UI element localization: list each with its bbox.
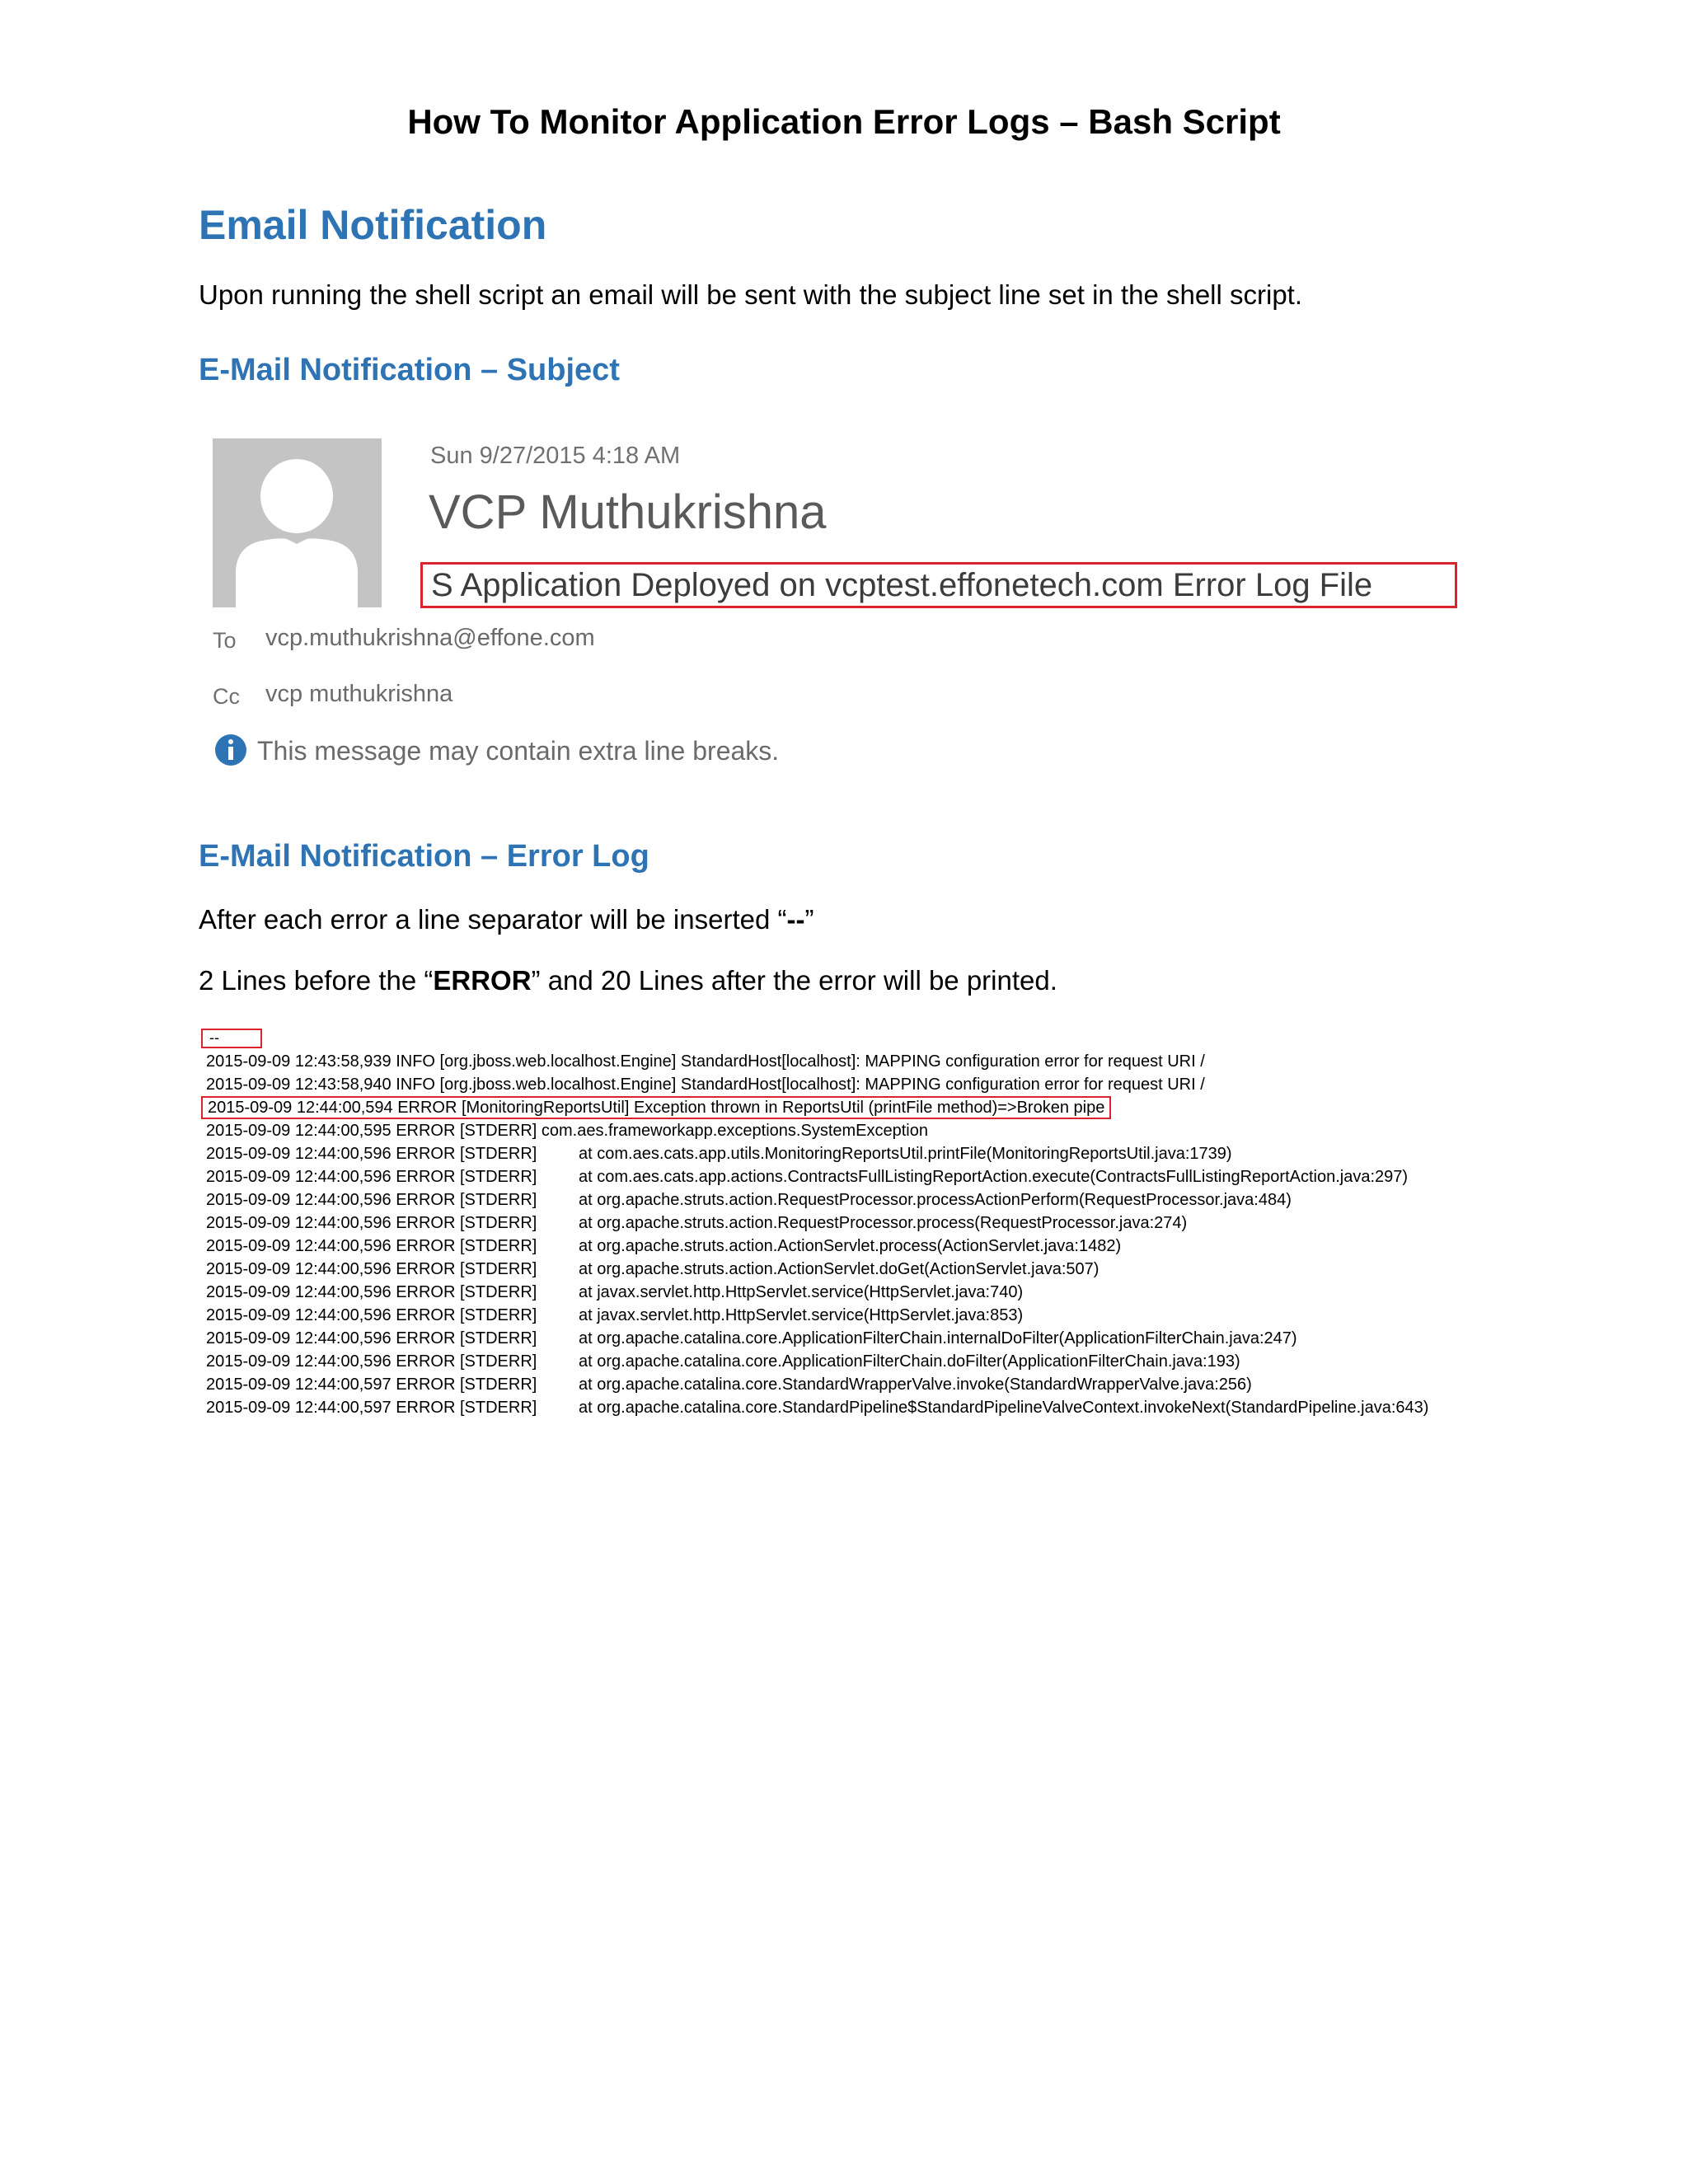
log-line (206, 1119, 928, 1142)
page-title: How To Monitor Application Error Logs – Bash Script (407, 102, 1281, 141)
to-label: To (213, 628, 237, 653)
log-line-message: com.aes.frameworkapp.exceptions.SystemException (537, 1122, 928, 1140)
log-line-prefix: 2015-09-09 12:44:00,596 ERROR [STDERR] (206, 1214, 537, 1232)
log-line (206, 1188, 1292, 1212)
lines-paragraph (199, 963, 1057, 999)
log-line (206, 1212, 1187, 1235)
email-sender: VCP Muthukrishna (429, 485, 827, 539)
log-line (206, 1327, 1297, 1350)
separator-paragraph-bold: -- (786, 904, 805, 935)
log-line-prefix: 2015-09-09 12:44:00,597 ERROR [STDERR] (206, 1376, 537, 1394)
log-line (206, 1165, 1408, 1188)
log-line-message: at org.apache.struts.action.ActionServlet.doGet(ActionServlet.java:507) (579, 1260, 1100, 1278)
log-line (206, 1281, 1023, 1304)
log-line-prefix: 2015-09-09 12:43:58,939 INFO [org.jboss.web.localhost.Engine] (206, 1052, 677, 1071)
log-line-prefix: 2015-09-09 12:44:00,596 ERROR [STDERR] (206, 1260, 537, 1278)
log-separator: -- (201, 1029, 262, 1048)
cc-label: Cc (213, 684, 240, 709)
person-silhouette-icon (213, 438, 382, 607)
log-line-message: at org.apache.catalina.core.ApplicationFilterChain.doFilter(ApplicationFilterChain.java:193) (579, 1352, 1240, 1371)
cc-value: vcp muthukrishna (265, 681, 453, 707)
log-line-prefix: 2015-09-09 12:43:58,940 INFO [org.jboss.web.localhost.Engine] (206, 1076, 677, 1094)
email-date: Sun 9/27/2015 4:18 AM (430, 443, 681, 469)
log-line-highlighted-error (201, 1096, 1111, 1119)
log-line-prefix: 2015-09-09 12:44:00,596 ERROR [STDERR] (206, 1191, 537, 1209)
separator-paragraph (199, 902, 814, 938)
log-line-message: at com.aes.cats.app.utils.MonitoringReportsUtil.printFile(MonitoringReportsUtil.java:1739) (579, 1145, 1232, 1163)
intro-paragraph: Upon running the shell script an email will be sent with the subject line set in the shell script. (199, 279, 1303, 310)
heading-email-error-log: E-Mail Notification – Error Log (199, 839, 649, 874)
log-line (206, 1073, 1205, 1096)
lines-paragraph-bold: ERROR (433, 965, 532, 996)
log-line-message: at javax.servlet.http.HttpServlet.service(HttpServlet.java:740) (579, 1283, 1024, 1301)
log-line-message: at org.apache.struts.action.ActionServlet.process(ActionServlet.java:1482) (579, 1237, 1122, 1255)
log-line-message: at org.apache.catalina.core.ApplicationFilterChain.internalDoFilter(ApplicationFilterChain.java:247) (579, 1329, 1297, 1347)
email-subject: S Application Deployed on vcptest.effonetech.com Error Log File (420, 562, 1457, 608)
log-line-message: Exception thrown in ReportsUtil (printFile method)=>Broken pipe (629, 1099, 1105, 1117)
log-line-prefix: 2015-09-09 12:44:00,596 ERROR [STDERR] (206, 1145, 537, 1163)
lines-paragraph-suffix: ” and 20 Lines after the error will be printed. (531, 965, 1057, 996)
log-line-message: StandardHost[localhost]: MAPPING configuration error for request URI / (676, 1076, 1205, 1094)
log-line (206, 1142, 1232, 1165)
to-value: vcp.muthukrishna@effone.com (265, 625, 595, 651)
heading-email-subject: E-Mail Notification – Subject (199, 353, 620, 387)
log-line-message: at org.apache.catalina.core.StandardPipeline$StandardPipelineValveContext.invokeNext(StandardPipeline.java:643) (579, 1399, 1429, 1417)
info-icon (214, 733, 247, 766)
log-line-prefix: 2015-09-09 12:44:00,596 ERROR [STDERR] (206, 1329, 537, 1347)
lines-paragraph-prefix: 2 Lines before the “ (199, 965, 434, 996)
info-message: This message may contain extra line breaks. (257, 736, 780, 766)
log-line-message: StandardHost[localhost]: MAPPING configuration error for request URI / (676, 1052, 1205, 1071)
separator-paragraph-prefix: After each error a line separator will be inserted “ (199, 904, 787, 935)
log-line-prefix: 2015-09-09 12:44:00,596 ERROR [STDERR] (206, 1237, 537, 1255)
log-line (206, 1396, 1428, 1419)
log-line (206, 1258, 1099, 1281)
log-line-prefix: 2015-09-09 12:44:00,595 ERROR [STDERR] (206, 1122, 537, 1140)
log-line (206, 1304, 1023, 1327)
log-line-prefix: 2015-09-09 12:44:00,596 ERROR [STDERR] (206, 1283, 537, 1301)
separator-paragraph-suffix: ” (804, 904, 814, 935)
log-line-message: at com.aes.cats.app.actions.ContractsFullListingReportAction.execute(ContractsFullListingReportAction.java:297) (579, 1168, 1409, 1186)
log-line-prefix: 2015-09-09 12:44:00,596 ERROR [STDERR] (206, 1352, 537, 1371)
log-line-message: at org.apache.catalina.core.StandardWrapperValve.invoke(StandardWrapperValve.java:256) (579, 1376, 1252, 1394)
heading-email-notification: Email Notification (199, 202, 547, 248)
log-line-message: at javax.servlet.http.HttpServlet.service(HttpServlet.java:853) (579, 1306, 1024, 1324)
log-line (206, 1235, 1121, 1258)
log-line (206, 1350, 1240, 1373)
log-line-prefix: 2015-09-09 12:44:00,597 ERROR [STDERR] (206, 1399, 537, 1417)
log-line-message: at org.apache.struts.action.RequestProcessor.process(RequestProcessor.java:274) (579, 1214, 1188, 1232)
log-line (206, 1050, 1205, 1073)
log-line-prefix: 2015-09-09 12:44:00,596 ERROR [STDERR] (206, 1168, 537, 1186)
log-line-message: at org.apache.struts.action.RequestProcessor.processActionPerform(RequestProcessor.java:484) (579, 1191, 1292, 1209)
log-line-prefix: 2015-09-09 12:44:00,596 ERROR [STDERR] (206, 1306, 537, 1324)
log-line (206, 1373, 1252, 1396)
email-screenshot (206, 429, 1475, 791)
log-line-prefix: 2015-09-09 12:44:00,594 ERROR [MonitoringReportsUtil] (208, 1099, 630, 1117)
